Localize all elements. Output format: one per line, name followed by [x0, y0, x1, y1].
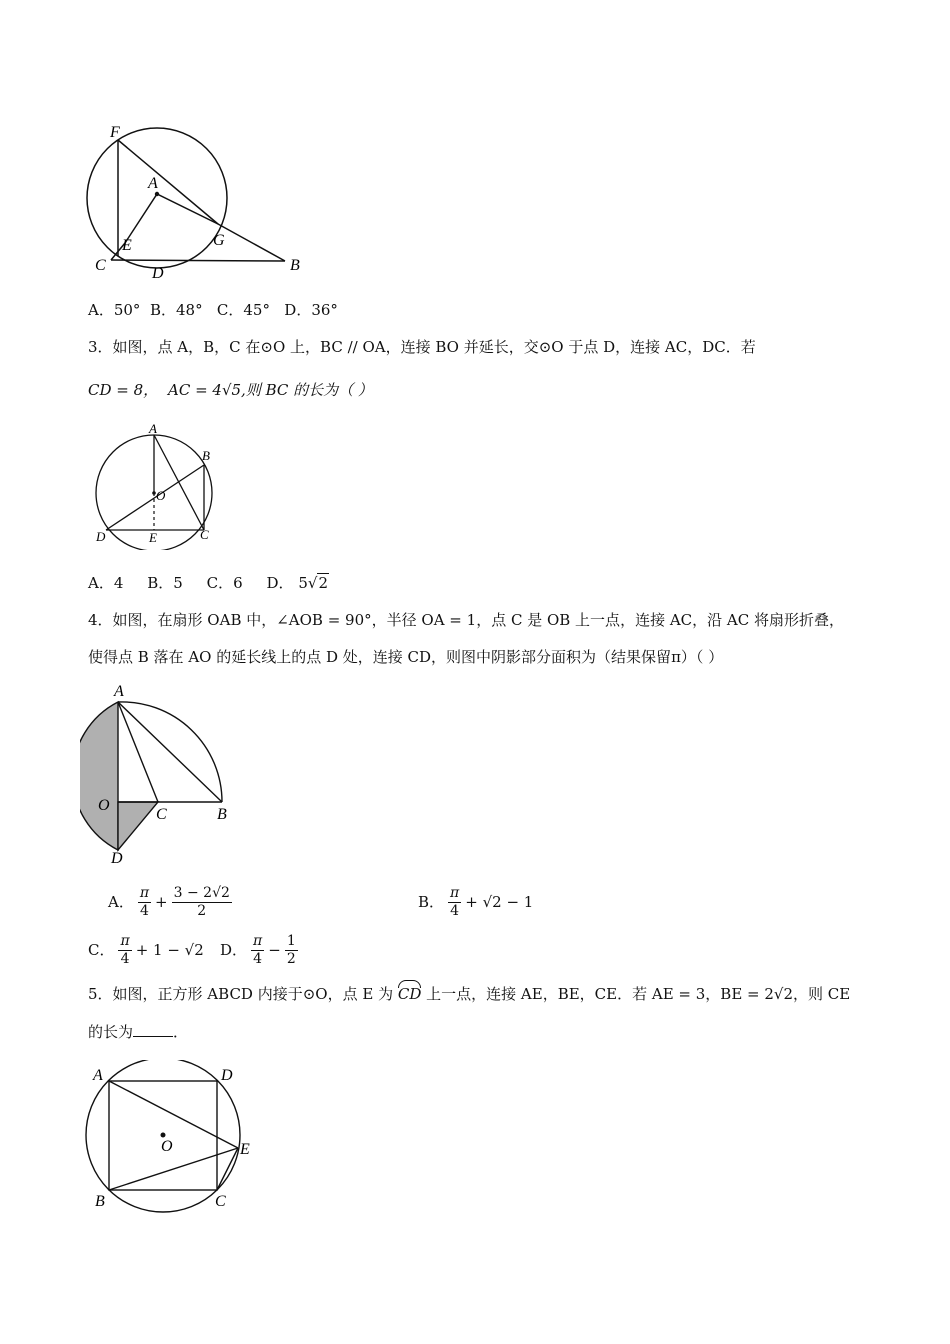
label-O: O: [161, 1138, 173, 1155]
answer-blank[interactable]: [133, 1022, 173, 1037]
label-B: B: [202, 448, 210, 463]
q5-line2: 的长为 ．: [88, 1023, 189, 1041]
label-B: B: [95, 1193, 105, 1210]
label-C: C: [95, 257, 106, 274]
q2-option-c: C．45°: [216, 301, 270, 319]
label-A: A: [93, 1067, 103, 1084]
label-D: D: [221, 1067, 233, 1084]
label-D: D: [152, 265, 164, 282]
figure-circle-triangle: [80, 118, 320, 283]
q3-line1: 3．如图，点 A，B，C 在⊙O 上，BC // OA，连接 BO 并延长，交⊙O 于点 D，连接 AC，DC．若: [88, 338, 756, 356]
q4-option-a: A． $\frac{\pi}{4}$ + $\frac{3 - 2√2}{2}$: [108, 884, 230, 919]
label-G: G: [213, 232, 225, 249]
q4-option-c: C． $\frac{\pi}{4}$ + 1 − √2: [88, 932, 204, 967]
q4-line1: 4．如图，在扇形 OAB 中，∠AOB = 90°，半径 OA = 1，点 C 是 OB 上一点，连接 AC，沿 AC 将扇形折叠，: [88, 611, 844, 629]
figure-q3: [88, 418, 228, 550]
arc-cd: CD: [397, 985, 422, 1003]
label-B: B: [290, 257, 300, 274]
label-E: E: [122, 237, 132, 254]
q3-cond-ac: AC = 4√5,则 BC 的长为（ ）: [168, 381, 373, 399]
label-D: D: [111, 850, 123, 865]
label-O: O: [98, 797, 110, 814]
label-C: C: [200, 527, 209, 542]
label-A: A: [148, 175, 158, 192]
q2-option-a: A．50°: [88, 301, 141, 319]
label-E: E: [240, 1141, 250, 1158]
q2-options: [88, 300, 338, 320]
label-C: C: [156, 806, 167, 823]
q3-option-d: D． 5√2: [266, 574, 328, 592]
q3-option-b: B．5: [147, 574, 183, 592]
label-D: D: [96, 529, 106, 544]
label-E: E: [149, 530, 157, 545]
q2-option-d: D．36°: [284, 301, 338, 319]
label-A: A: [149, 421, 157, 436]
q4-line2: 使得点 B 落在 AO 的延长线上的点 D 处，连接 CD，则图中阴影部分面积为（结果保留π）（ ）: [88, 648, 724, 666]
label-C: C: [215, 1193, 226, 1210]
q3-option-a: A．4: [88, 574, 124, 592]
q4-option-b: B． $\frac{\pi}{4}$ + √2 − 1: [418, 884, 534, 919]
q3-cond-cd: CD = 8，: [88, 381, 159, 399]
q3-options: [88, 573, 329, 593]
q2-option-b: B．48°: [149, 301, 203, 319]
label-F: F: [110, 124, 120, 141]
q5-line1: 5．如图，正方形 ABCD 内接于⊙O，点 E 为 CD 上一点，连接 AE，BE，CE．若 AE = 3，BE = 2√2，则 CE: [88, 985, 851, 1003]
label-B: B: [217, 806, 227, 823]
figure-q4: [80, 680, 240, 865]
q3-option-c: C．6: [206, 574, 243, 592]
label-O: O: [156, 488, 166, 503]
q4-option-d: D． $\frac{\pi}{4}$ − $\frac{1}{2}$: [220, 932, 296, 967]
label-A: A: [114, 683, 124, 700]
figure-q5: [85, 1060, 270, 1215]
